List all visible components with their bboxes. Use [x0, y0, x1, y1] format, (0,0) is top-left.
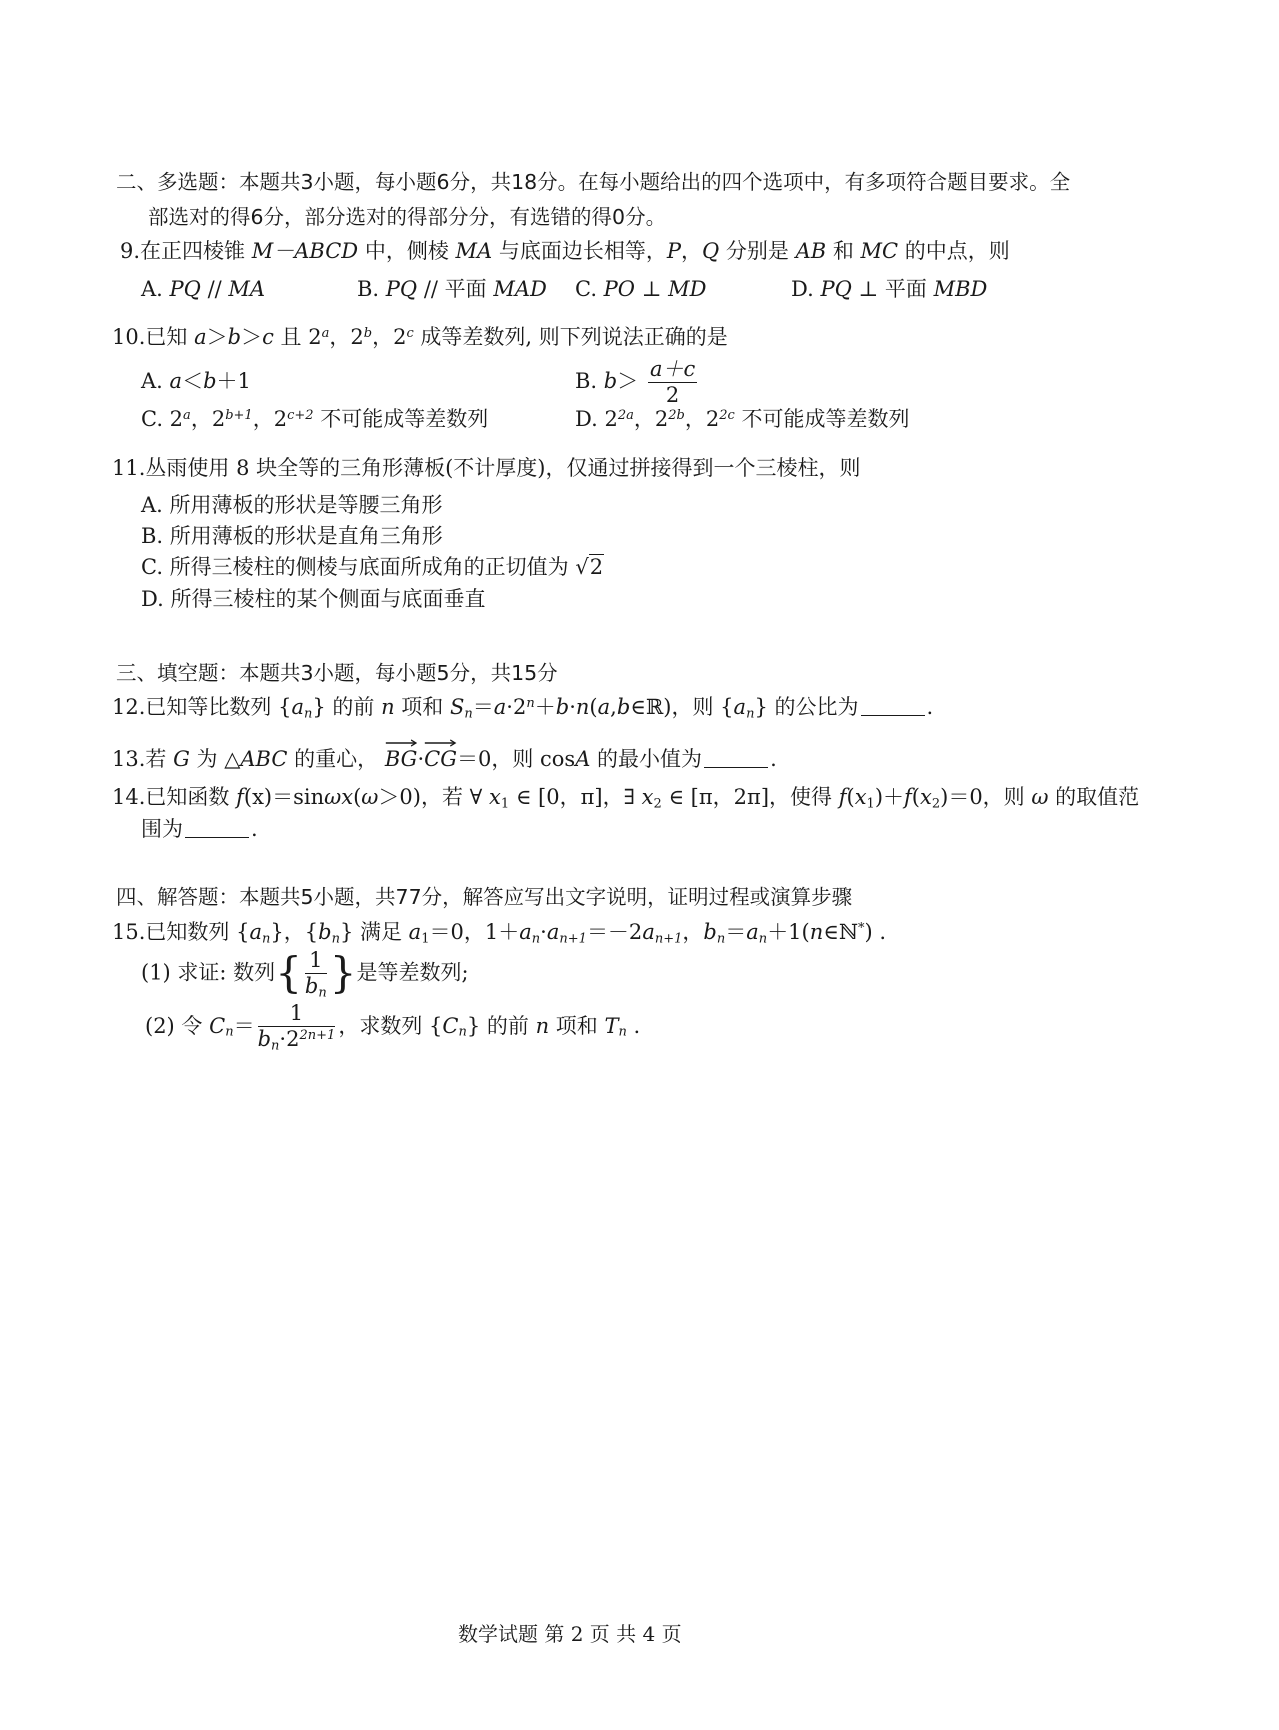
question-10-option-c: C. 2$^a$，$2^{b+1}$，$2^{c+2}$ 不可能成等差数列 — [141, 407, 489, 431]
question-11-option-b: B. 所用薄板的形状是直角三角形 — [141, 524, 443, 548]
fraction-1-over-bn: $\frac{1}{b_n}$ — [304, 947, 327, 1000]
question-9-option-d: D. PQ ⊥ 平面 MBD — [791, 277, 988, 301]
fraction-cn: $\frac{1}{b_n\cdot 2^{2n+1}}$ — [257, 1001, 336, 1054]
fraction-a-plus-c-over-2: $\frac{a+c}{2}$ — [649, 357, 696, 408]
vector-arrow-icon — [424, 739, 457, 747]
answer-blank-13[interactable] — [704, 749, 768, 768]
question-10-option-a: A. a＜b＋1 — [141, 369, 251, 393]
question-9-option-c: C. PO ⊥ MD — [575, 277, 707, 301]
question-9-option-b: B. PQ // 平面 MAD — [357, 277, 547, 301]
section2-title-line1: 二、多选题：本题共3小题，每小题6分，共18分。在每小题给出的四个选项中，有多项符合题目要求。全 — [116, 170, 1071, 194]
section3-title: 三、填空题：本题共3小题，每小题5分，共15分 — [116, 661, 558, 685]
question-9-stem: 9.在正四棱锥 M－ABCD 中，侧棱 MA 与底面边长相等，P，Q 分别是 AB 和 MC 的中点，则 — [120, 239, 1010, 263]
left-brace: { — [275, 948, 302, 997]
question-15-part-1: (1) 求证: 数列{ $\frac{1}{b_n}$ }是等差数列; — [141, 947, 469, 1000]
question-15-part-2: (2) 令 $C_n=$ $\frac{1}{b_n\cdot 2^{2n+1}}$ ，求数列 $\{C_n\}$ 的前 n 项和 $T_n$ . — [145, 1001, 641, 1054]
question-10-option-d: D. $2^{2a}$，$2^{2b}$，$2^{2c}$ 不可能成等差数列 — [575, 407, 910, 431]
section4-title: 四、解答题：本题共5小题，共77分，解答应写出文字说明，证明过程或演算步骤 — [116, 885, 853, 909]
question-14-line1: 14.已知函数 f(x)＝sinωx(ω＞0)，若 ∀ $x_1$ ∈ [0，π]，∃ $x_2$ ∈ [π，2π]，使得 $f(x_1)+f(x_2)=0$，则 ω 的取值范 — [112, 785, 1140, 812]
answer-blank-14[interactable] — [185, 819, 249, 838]
question-10-stem: 10.已知 a＞b＞c 且 2$^a$，2$^b$，2$^c$ 成等差数列, 则下列说法正确的是 — [112, 325, 728, 349]
page-footer: 数学试题 第 2 页 共 4 页 — [458, 1622, 682, 1646]
question-10-option-b: B. b＞ $\frac{a+c}{2}$ — [575, 357, 696, 408]
question-13: 13.若 G 为 △ABC 的重心， BG· CG＝0，则 cosA 的最小值为 . — [112, 741, 777, 772]
sqrt-symbol: √ — [575, 555, 589, 579]
question-11-stem: 11.丛雨使用 8 块全等的三角形薄板(不计厚度)，仅通过拼接得到一个三棱柱，则 — [112, 456, 861, 480]
right-brace: } — [329, 948, 357, 997]
question-14-line2: 围为 . — [141, 817, 258, 841]
question-12: 12.已知等比数列 $\{a_n\}$ 的前 n 项和 $S_n=a\cdot 2^n+b\cdot n(a,b\in ℝ)$，则 $\{a_n\}$ 的公比为 . — [112, 695, 934, 722]
section2-title-line2: 部选对的得6分，部分选对的得部分分，有选错的得0分。 — [148, 205, 667, 229]
vector-arrow-icon — [385, 739, 418, 747]
vector-cg: CG — [424, 741, 457, 772]
question-15-stem: 15.已知数列 $\{a_n\}$，$\{b_n\}$ 满足 $a_1=0$，$1+a_n\cdot a_{n+1}=-2a_{n+1}$，$b_n=a_n+1(n\in ℕ^*)$ . — [112, 920, 887, 947]
vector-bg: BG — [385, 741, 418, 772]
question-11-option-a: A. 所用薄板的形状是等腰三角形 — [141, 493, 443, 517]
question-9-option-a: A. PQ // MA — [141, 277, 266, 301]
answer-blank-12[interactable] — [861, 697, 925, 716]
question-11-option-c: C. 所得三棱柱的侧棱与底面所成角的正切值为 √2 — [141, 555, 604, 579]
question-11-option-d: D. 所得三棱柱的某个侧面与底面垂直 — [141, 587, 486, 611]
